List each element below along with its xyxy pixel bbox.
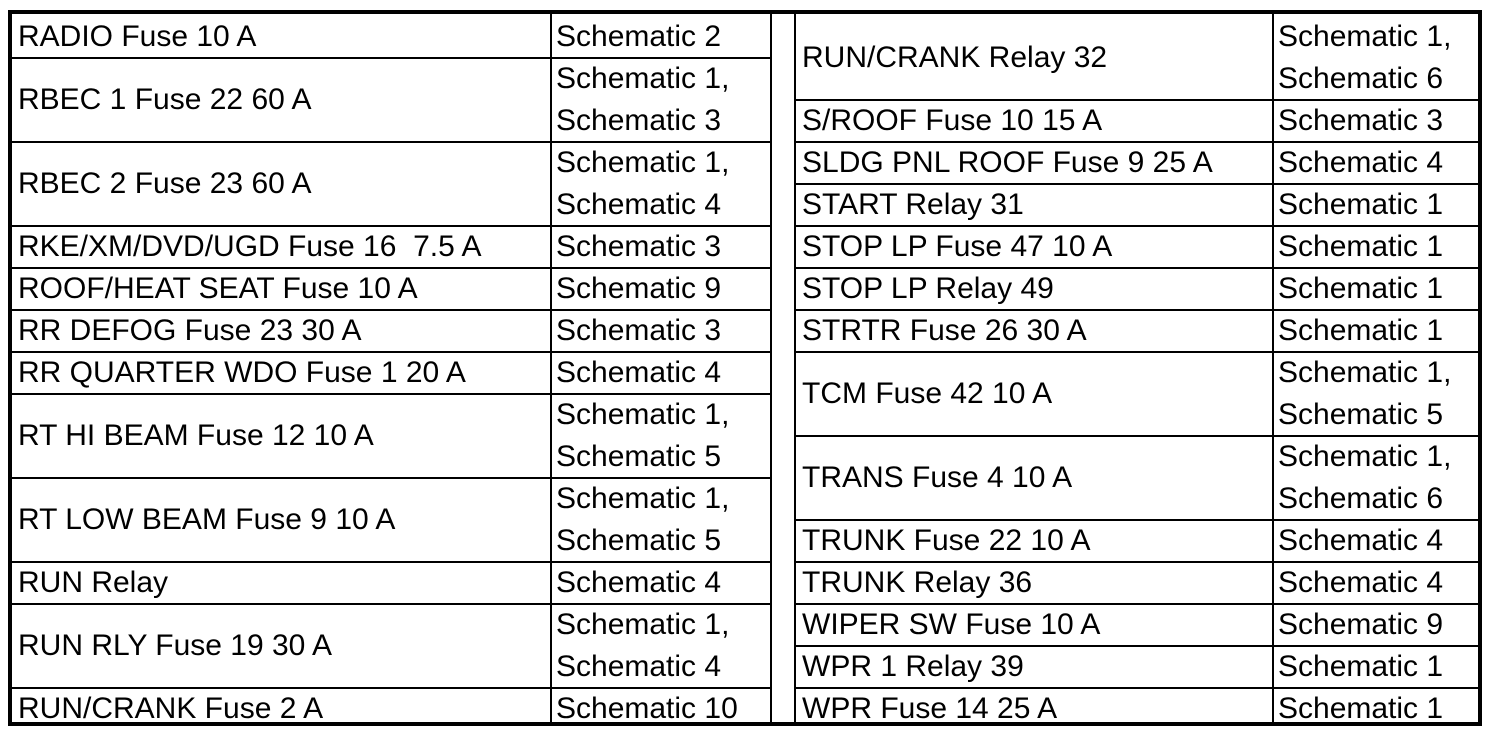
right-schematic-ref: Schematic 1, [1278,356,1452,389]
right-item: STOP LP Relay 49 [802,272,1054,305]
right-item: WIPER SW Fuse 10 A [802,608,1101,641]
right-schematic-ref: Schematic 1 [1278,314,1444,347]
right-item: TRUNK Fuse 22 10 A [802,524,1091,557]
left-schematic-ref: Schematic 5 [556,524,722,557]
right-schematic-ref: Schematic 1 [1278,650,1444,683]
left-schematic-ref: Schematic 5 [556,440,722,473]
right-schematic-ref: Schematic 5 [1278,398,1444,431]
right-schematic-ref: Schematic 1, [1278,20,1452,53]
left-item: RT LOW BEAM Fuse 9 10 A [18,503,396,536]
right-schematic-ref: Schematic 4 [1278,146,1444,179]
left-schematic-ref: Schematic 9 [556,272,722,305]
left-schematic-ref: Schematic 1, [556,62,730,95]
left-item: RKE/XM/DVD/UGD Fuse 16 7.5 A [18,230,482,263]
left-schematic-ref: Schematic 4 [556,188,722,221]
right-schematic-ref: Schematic 4 [1278,566,1444,599]
right-schematic-ref: Schematic 3 [1278,104,1444,137]
right-item: TRANS Fuse 4 10 A [802,461,1073,494]
left-item: RR DEFOG Fuse 23 30 A [18,314,362,347]
right-item: SLDG PNL ROOF Fuse 9 25 A [802,146,1213,179]
right-schematic-ref: Schematic 1 [1278,692,1444,725]
index-table [8,10,1482,726]
left-schematic-ref: Schematic 1, [556,482,730,515]
right-schematic-ref: Schematic 1 [1278,188,1444,221]
left-item: RBEC 1 Fuse 22 60 A [18,83,312,116]
left-schematic-ref: Schematic 1, [556,146,730,179]
left-item: RUN/CRANK Fuse 2 A [18,692,324,725]
right-schematic-ref: Schematic 1, [1278,440,1452,473]
right-schematic-ref: Schematic 6 [1278,482,1444,515]
left-schematic-ref: Schematic 1, [556,398,730,431]
right-item: START Relay 31 [802,188,1024,221]
left-item: RADIO Fuse 10 A [18,20,257,53]
right-schematic-ref: Schematic 1 [1278,272,1444,305]
right-item: STOP LP Fuse 47 10 A [802,230,1113,263]
right-schematic-ref: Schematic 1 [1278,230,1444,263]
left-schematic-ref: Schematic 3 [556,104,722,137]
right-item: S/ROOF Fuse 10 15 A [802,104,1103,137]
right-item: RUN/CRANK Relay 32 [802,41,1108,74]
column-divider [770,14,772,722]
right-item: TRUNK Relay 36 [802,566,1033,599]
right-item: TCM Fuse 42 10 A [802,377,1053,410]
column-divider [550,14,552,722]
right-schematic-ref: Schematic 9 [1278,608,1444,641]
left-item: RT HI BEAM Fuse 12 10 A [18,419,374,452]
left-schematic-ref: Schematic 2 [556,20,722,53]
left-item: RBEC 2 Fuse 23 60 A [18,167,312,200]
right-item: WPR 1 Relay 39 [802,650,1024,683]
left-schematic-ref: Schematic 3 [556,314,722,347]
left-item: RUN RLY Fuse 19 30 A [18,629,333,662]
right-schematic-ref: Schematic 6 [1278,62,1444,95]
right-schematic-ref: Schematic 4 [1278,524,1444,557]
right-item: WPR Fuse 14 25 A [802,692,1058,725]
right-item: STRTR Fuse 26 30 A [802,314,1087,347]
left-item: ROOF/HEAT SEAT Fuse 10 A [18,272,418,305]
left-schematic-ref: Schematic 4 [556,356,722,389]
column-divider [1272,14,1274,722]
left-schematic-ref: Schematic 3 [556,230,722,263]
left-item: RR QUARTER WDO Fuse 1 20 A [18,356,466,389]
left-item: RUN Relay [18,566,169,599]
column-divider [794,14,796,722]
left-schematic-ref: Schematic 4 [556,650,722,683]
left-schematic-ref: Schematic 4 [556,566,722,599]
left-schematic-ref: Schematic 10 [556,692,738,725]
left-schematic-ref: Schematic 1, [556,608,730,641]
